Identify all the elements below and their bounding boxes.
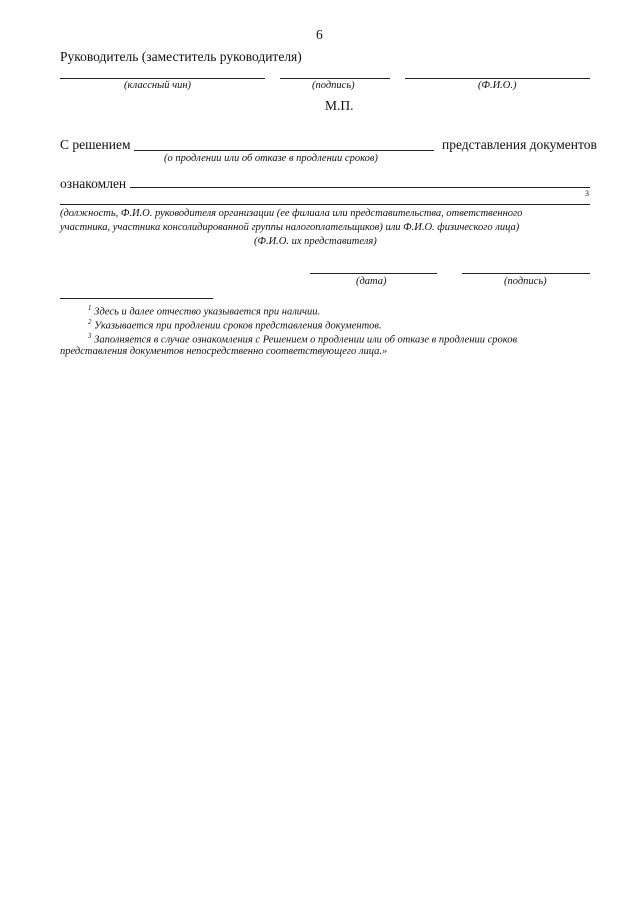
footnote-2-text: Указывается при продлении сроков представления документов. [94, 320, 382, 332]
footnote-3-mark: 3 [88, 332, 92, 340]
decision-prefix: С решением [60, 137, 131, 152]
footnote-separator [60, 298, 213, 299]
footnote-1-mark: 1 [88, 304, 92, 312]
name-line [405, 78, 590, 79]
ack-signature-line [462, 273, 590, 274]
decision-caption: (о продлении или об отказе в продлении сроков) [164, 153, 378, 164]
footnote-2-mark: 2 [88, 318, 92, 326]
ack-signature-caption: (подпись) [504, 276, 547, 287]
footnote-1 [88, 304, 320, 318]
decision-line [134, 150, 434, 151]
page-number: 6 [316, 27, 323, 42]
signature-line [280, 78, 390, 79]
acquainted-line-2 [60, 204, 590, 205]
rank-caption: (классный чин) [124, 80, 192, 91]
acquainted-footnote-mark: 3 [585, 189, 589, 198]
acquainted-caption-line2: участника, участника консолидированной группы налогоплательщиков) или Ф.И.О. физического лица) [60, 222, 520, 233]
decision-suffix: представления документов [442, 137, 597, 152]
footnote-3-text-line1: Заполняется в случае ознакомления с Решением о продлении или об отказе в продлении сроков [94, 334, 518, 346]
signature-caption: (подпись) [312, 80, 355, 91]
acquainted-label: ознакомлен [60, 176, 127, 191]
name-caption: (Ф.И.О.) [478, 80, 517, 91]
footnote-1-text: Здесь и далее отчество указывается при наличии. [94, 306, 321, 318]
signatory-label: Руководитель (заместитель руководителя) [60, 49, 302, 64]
date-line [310, 273, 437, 274]
acquainted-caption-line3: (Ф.И.О. их представителя) [254, 236, 377, 247]
footnote-2 [88, 318, 382, 332]
date-caption: (дата) [356, 276, 387, 287]
footnote-3-text-line2: представления документов непосредственно соответствующего лица.» [60, 346, 388, 357]
footnote-3 [88, 332, 517, 346]
stamp-mark: М.П. [325, 98, 354, 113]
rank-line [60, 78, 265, 79]
acquainted-line [130, 187, 590, 188]
acquainted-caption-line1: (должность, Ф.И.О. руководителя организации (ее филиала или представительства, ответственного [60, 208, 523, 219]
